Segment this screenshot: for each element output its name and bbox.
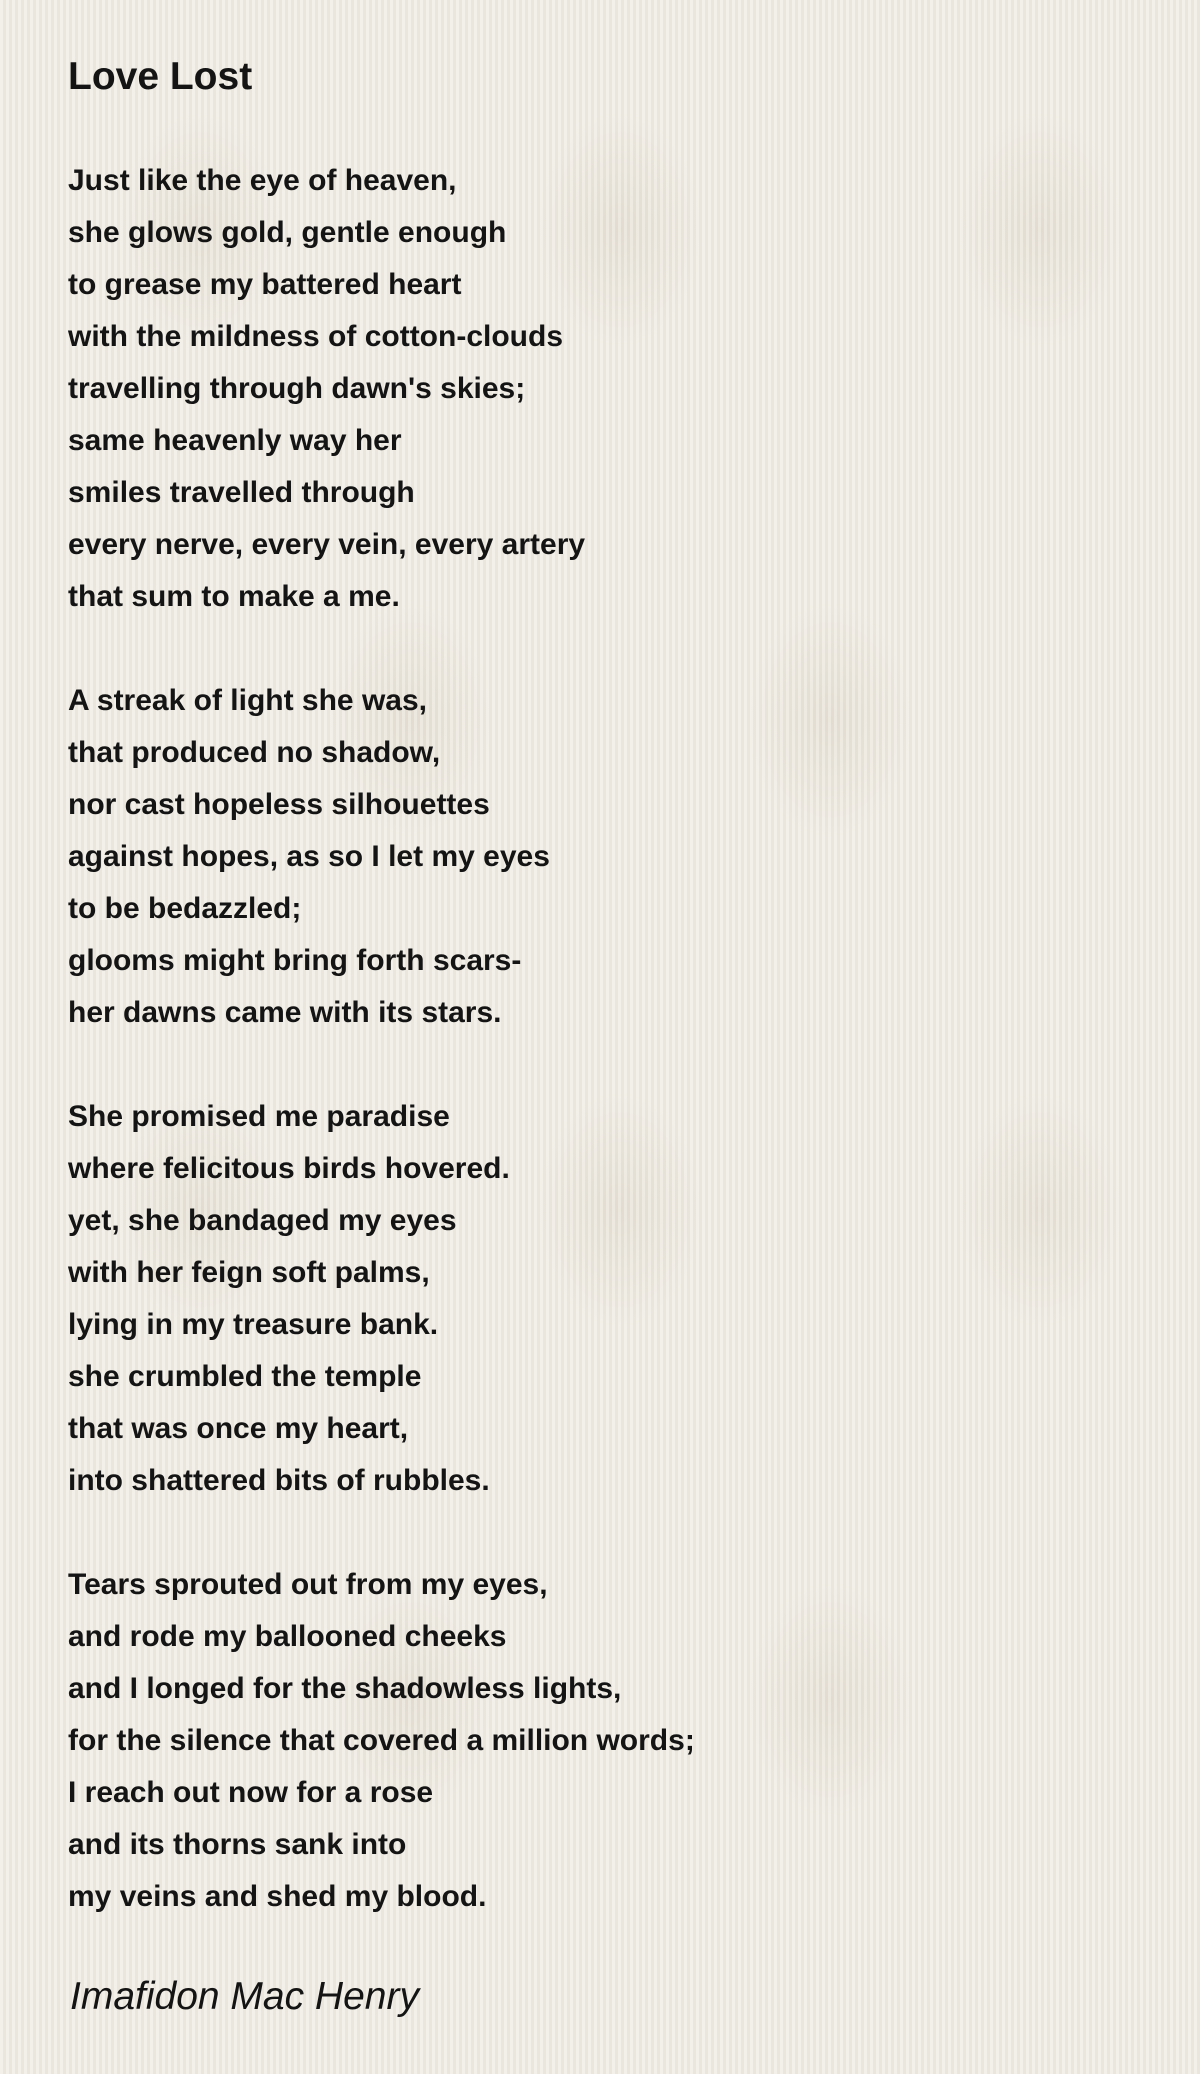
- poem-line: that sum to make a me.: [68, 580, 400, 613]
- poem-line: she crumbled the temple: [68, 1360, 422, 1393]
- poem-line: A streak of light she was,: [68, 684, 427, 717]
- stanza: [68, 1559, 1148, 1923]
- poem-line: her dawns came with its stars.: [68, 996, 502, 1029]
- stanza: [68, 675, 1148, 1039]
- poem-line: lying in my treasure bank.: [68, 1308, 439, 1341]
- poem-line: same heavenly way her: [68, 424, 402, 457]
- poem-line: and rode my ballooned cheeks: [68, 1620, 507, 1653]
- poem-line: yet, she bandaged my eyes: [68, 1204, 457, 1237]
- stanza: [68, 155, 1148, 623]
- poem-container: [68, 52, 1148, 1923]
- poem-line: to be bedazzled;: [68, 892, 302, 925]
- poem-line: and I longed for the shadowless lights,: [68, 1672, 622, 1705]
- poem-line: Just like the eye of heaven,: [68, 164, 457, 197]
- poem-line: I reach out now for a rose: [68, 1776, 434, 1809]
- poem-line: with the mildness of cotton-clouds: [68, 320, 563, 353]
- poem-line: for the silence that covered a million words;: [68, 1724, 695, 1757]
- poem-line: to grease my battered heart: [68, 268, 462, 301]
- poem-line: against hopes, as so I let my eyes: [68, 840, 550, 873]
- poem-line: smiles travelled through: [68, 476, 415, 509]
- poem-line: that was once my heart,: [68, 1412, 409, 1445]
- poem-title: Love Lost: [68, 55, 253, 98]
- poem-body: [68, 155, 1148, 1923]
- poem-line: glooms might bring forth scars-: [68, 944, 522, 977]
- poem-line: She promised me paradise: [68, 1100, 450, 1133]
- poem-line: she glows gold, gentle enough: [68, 216, 507, 249]
- poem-author: Imafidon Mac Henry: [70, 1975, 419, 2018]
- poem-line: that produced no shadow,: [68, 736, 441, 769]
- poem-line: with her feign soft palms,: [68, 1256, 430, 1289]
- poem-line: where felicitous birds hovered.: [68, 1152, 510, 1185]
- stanza: [68, 1091, 1148, 1507]
- poem-line: nor cast hopeless silhouettes: [68, 788, 490, 821]
- poem-line: my veins and shed my blood.: [68, 1880, 487, 1913]
- poem-line: Tears sprouted out from my eyes,: [68, 1568, 548, 1601]
- poem-line: and its thorns sank into: [68, 1828, 407, 1861]
- poem-line: every nerve, every vein, every artery: [68, 528, 586, 561]
- poem-line: into shattered bits of rubbles.: [68, 1464, 490, 1497]
- poem-line: travelling through dawn's skies;: [68, 372, 526, 405]
